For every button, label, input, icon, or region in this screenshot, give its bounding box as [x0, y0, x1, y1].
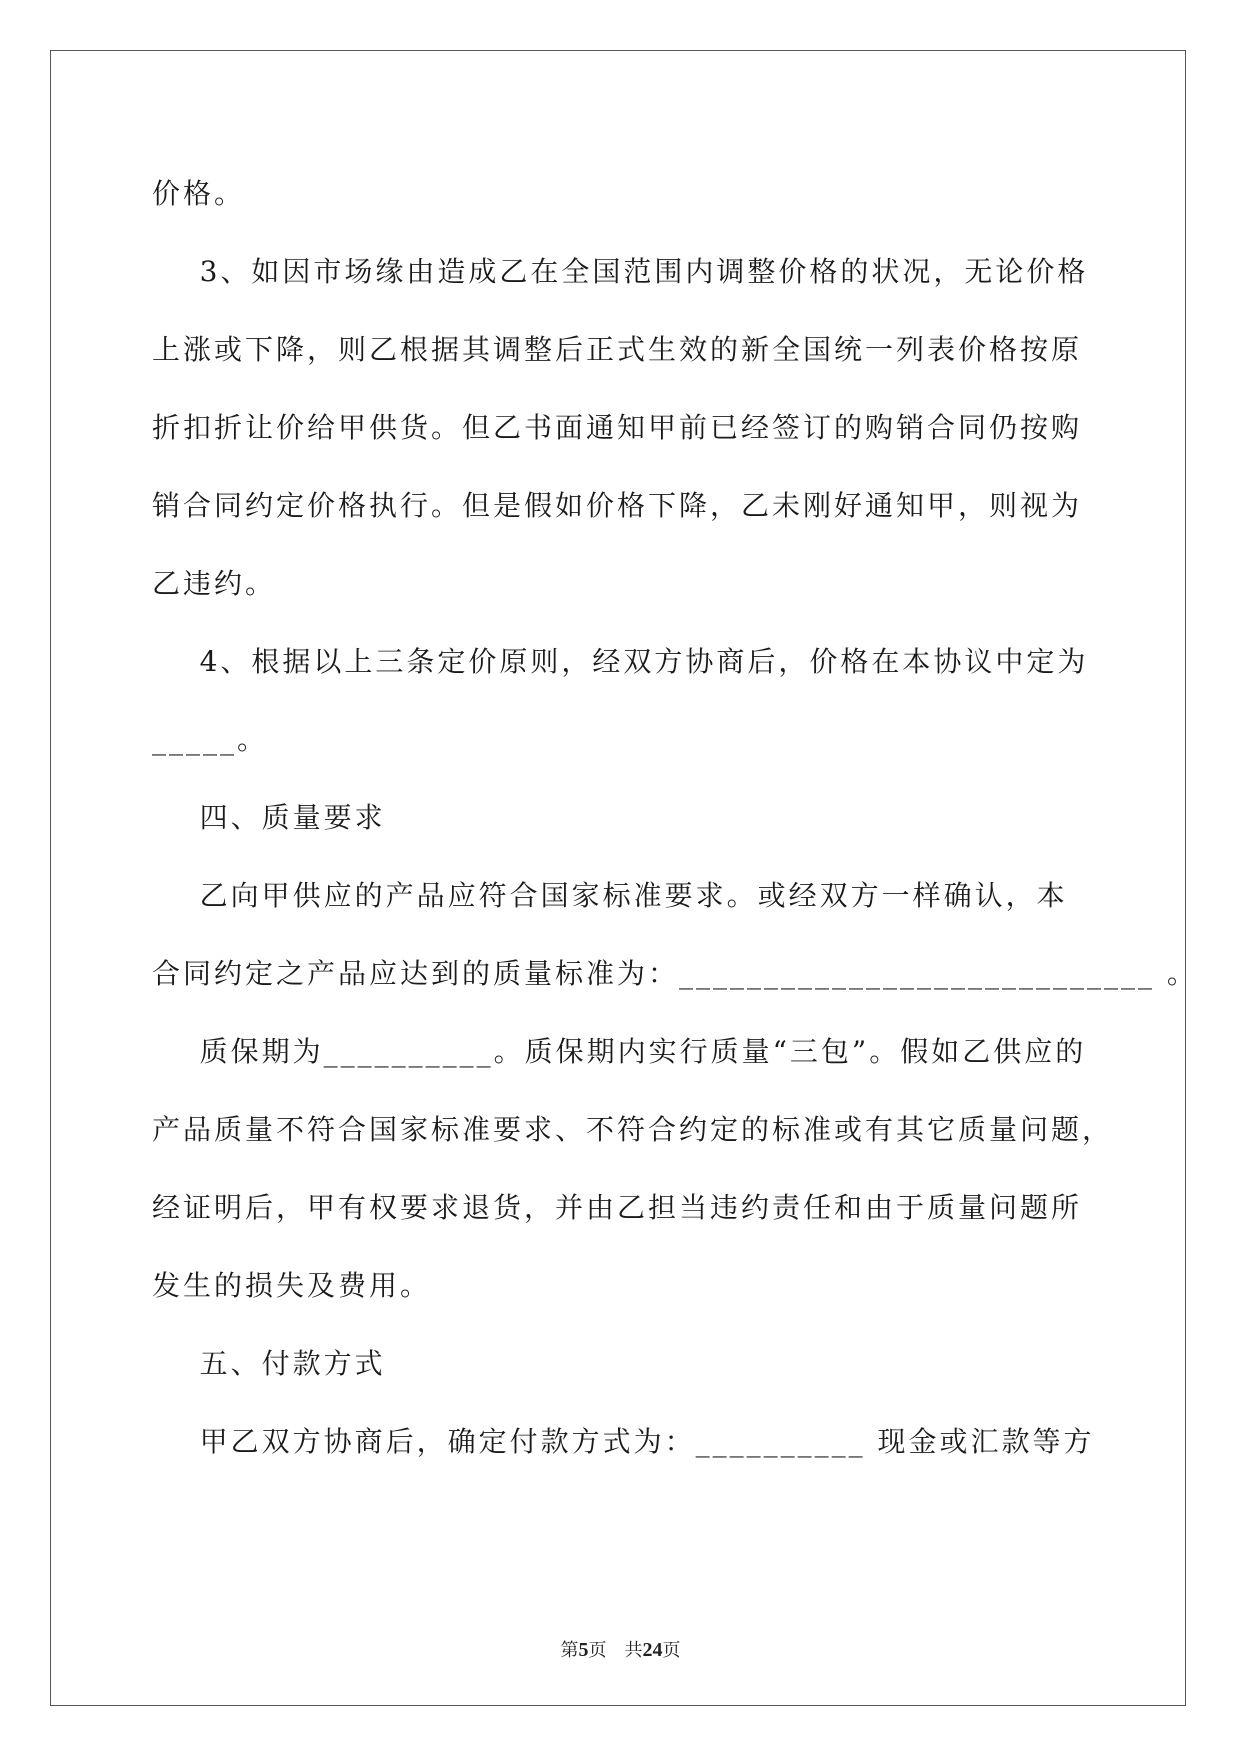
page-total: 24: [642, 1639, 663, 1661]
text-line: 3、如因市场缘由造成乙在全国范围内调整价格的状况，无论价格: [152, 255, 1089, 288]
text-line: 产品质量不符合国家标准要求、不符合约定的标准或有其它质量问题，: [152, 1113, 1114, 1146]
text-line: 经证明后，甲有权要求退货，并由乙担当违约责任和由于质量问题所: [152, 1191, 1083, 1224]
page-number: 5: [578, 1639, 589, 1661]
text-line: 乙违约。: [152, 567, 277, 600]
text-line: 发生的损失及费用。: [152, 1269, 432, 1302]
text-line: 质保期为__________。质保期内实行质量“三包”。假如乙供应的: [152, 1035, 1087, 1068]
footer-prefix: 第: [560, 1640, 579, 1661]
text-line: 4、根据以上三条定价原则，经双方协商后，价格在本协议中定为: [152, 645, 1089, 678]
text-line: 价格。: [152, 177, 246, 210]
footer-suffix: 页: [662, 1640, 681, 1661]
page-footer: [0, 1636, 1241, 1662]
text-line: _____。: [152, 723, 269, 756]
text-line: 合同约定之产品应达到的质量标准为：____________________________ 。: [152, 957, 1198, 990]
footer-mid: 页 共: [588, 1640, 643, 1661]
section-heading: 四、质量要求: [152, 801, 386, 834]
text-line: 销合同约定价格执行。但是假如价格下降，乙未刚好通知甲，则视为: [152, 489, 1083, 522]
text-line: 甲乙双方协商后，确定付款方式为：__________ 现金或汇款等方: [152, 1425, 1095, 1458]
section-heading: 五、付款方式: [152, 1347, 386, 1380]
text-line: 上涨或下降，则乙根据其调整后正式生效的新全国统一列表价格按原: [152, 333, 1083, 366]
text-line: 乙向甲供应的产品应符合国家标准要求。或经双方一样确认，本: [152, 879, 1068, 912]
text-line: 折扣折让价给甲供货。但乙书面通知甲前已经签订的购销合同仍按购: [152, 411, 1083, 444]
